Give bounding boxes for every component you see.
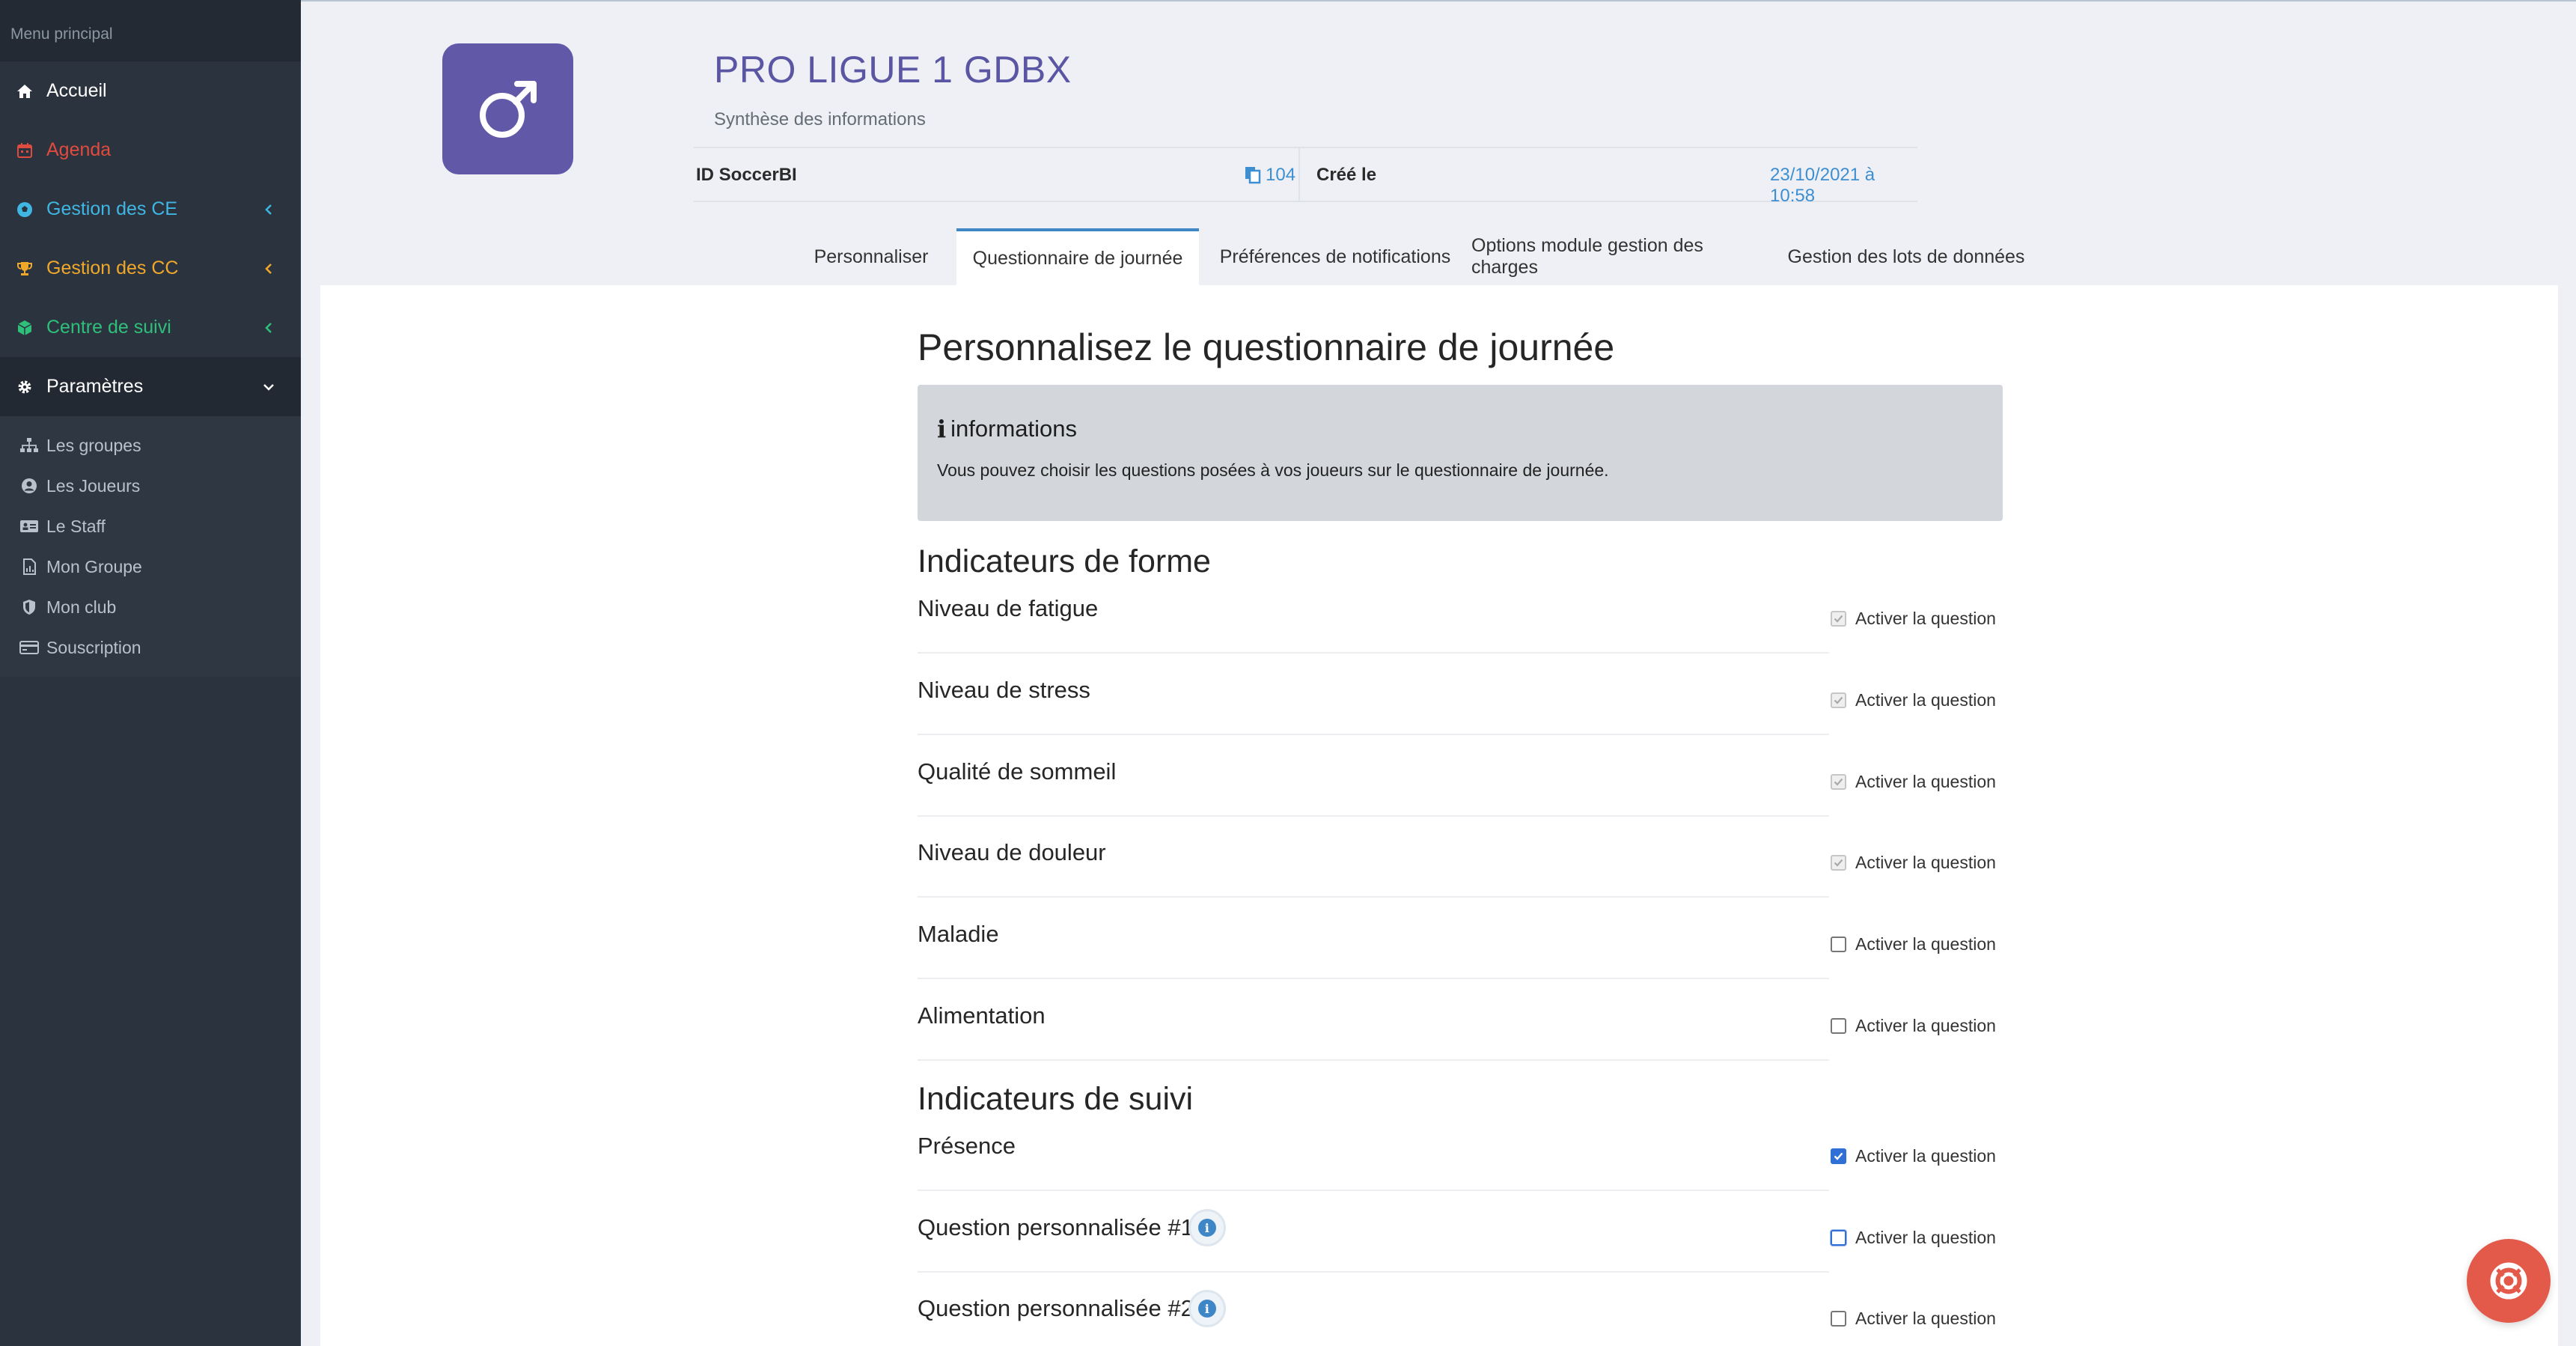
sidebar-item-label: Agenda [46, 139, 112, 160]
question-label: Alimentation [918, 1002, 1046, 1029]
info-alert [918, 385, 2003, 521]
chevron-left-icon [262, 203, 275, 216]
support-button[interactable] [2467, 1239, 2551, 1323]
activate-question-checkbox[interactable] [1831, 1146, 1996, 1166]
info-icon: i [937, 415, 947, 443]
alert-text: Vous pouvez choisir les questions posées à vos joueurs sur le questionnaire de journée. [937, 460, 1609, 480]
tab-options-gestion-charges[interactable]: Options module gestion des charges [1471, 235, 1703, 278]
sidebar-subitem-mon-groupe[interactable] [0, 546, 301, 587]
sidebar-item-label: Centre de suivi [46, 317, 171, 338]
tab-panel [320, 285, 2558, 1346]
lifebuoy-icon [2489, 1261, 2528, 1300]
tab-questionnaire-de-journee[interactable]: Questionnaire de journée [956, 228, 1199, 285]
sidebar-subitem-label: Les groupes [46, 435, 141, 455]
soccer-ball-icon [15, 200, 34, 219]
sidebar-subitem-label: Le Staff [46, 516, 106, 536]
id-card-icon [18, 517, 40, 536]
chevron-left-icon [262, 321, 275, 335]
question-label-wrap [918, 1295, 1216, 1322]
sidebar-subitem-souscription[interactable] [0, 627, 301, 668]
sidebar-subitem-label: Mon Groupe [46, 556, 142, 576]
question-label: Qualité de sommeil [918, 758, 1117, 785]
id-soccerbi-value[interactable] [1245, 165, 1295, 186]
sidebar-subitem-groupes[interactable] [0, 425, 301, 466]
sidebar-subitem-label: Les Joueurs [46, 475, 141, 496]
checkbox-checked-disabled [1831, 774, 1846, 790]
top-border [301, 0, 2576, 1]
sidebar-subitem-label: Souscription [46, 637, 141, 657]
sidebar-item-agenda[interactable] [0, 121, 301, 180]
sidebar-subitem-label: Mon club [46, 597, 117, 617]
sidebar-item-centre-suivi[interactable] [0, 298, 301, 357]
menu-header: Menu principal [0, 0, 301, 61]
activate-question-checkbox[interactable] [1831, 772, 1996, 792]
activate-question-checkbox[interactable] [1831, 853, 1996, 873]
home-icon [15, 82, 34, 101]
info-icon[interactable]: i [1198, 1300, 1216, 1318]
chart-file-icon [18, 557, 40, 576]
sidebar-item-accueil[interactable] [0, 61, 301, 121]
question-label-wrap [918, 1214, 1216, 1241]
activate-question-checkbox[interactable] [1831, 1016, 1996, 1036]
checkbox-checked [1831, 1148, 1846, 1164]
trophy-icon [15, 259, 34, 278]
activate-question-checkbox[interactable] [1831, 1309, 1996, 1329]
club-logo [442, 43, 573, 174]
chevron-down-icon [262, 380, 275, 394]
sidebar-subitem-joueurs[interactable] [0, 466, 301, 506]
male-symbol-icon [472, 73, 544, 145]
copy-icon [1245, 166, 1261, 184]
question-row [918, 921, 2003, 996]
checkbox-unchecked [1831, 1311, 1846, 1327]
page-title: PRO LIGUE 1 GDBX [714, 49, 1072, 91]
activate-question-checkbox[interactable] [1831, 609, 1996, 629]
gear-icon [15, 377, 34, 397]
checkbox-unchecked [1831, 1018, 1846, 1034]
activate-question-checkbox[interactable] [1831, 934, 1996, 954]
checkbox-label: Activer la question [1855, 1228, 1996, 1247]
created-value: 23/10/2021 à 10:58 [1770, 165, 1875, 206]
activate-question-checkbox[interactable] [1831, 690, 1996, 710]
checkbox-label: Activer la question [1855, 609, 1996, 628]
row-divider [918, 815, 1829, 817]
checkbox-label: Activer la question [1855, 1016, 1996, 1035]
parametres-submenu [0, 416, 301, 677]
question-row [918, 758, 2003, 833]
activate-question-checkbox[interactable] [1831, 1228, 1996, 1248]
sidebar-item-gestion-ce[interactable] [0, 180, 301, 239]
sidebar [0, 0, 301, 1346]
tab-preferences-notifications[interactable]: Préférences de notifications [1219, 246, 1451, 267]
question-row [918, 839, 2003, 914]
row-divider [918, 896, 1829, 898]
sidebar-item-label: Gestion des CC [46, 258, 179, 278]
sidebar-subitem-staff[interactable] [0, 506, 301, 546]
checkbox-checked-disabled [1831, 692, 1846, 708]
tab-gestion-lots-donnees[interactable]: Gestion des lots de données [1787, 246, 2025, 267]
question-label: Question personnalisée #1 [918, 1214, 1194, 1240]
question-label: Maladie [918, 921, 999, 947]
checkbox-label: Activer la question [1855, 934, 1996, 954]
info-icon[interactable]: i [1198, 1219, 1216, 1237]
question-label: Niveau de stress [918, 677, 1090, 703]
page-subtitle: Synthèse des informations [714, 109, 926, 130]
question-label: Niveau de douleur [918, 839, 1106, 865]
question-row [918, 677, 2003, 752]
tab-personnaliser[interactable]: Personnaliser [814, 246, 929, 267]
checkbox-checked-disabled [1831, 611, 1846, 627]
id-soccerbi-label: ID SoccerBI [696, 165, 797, 185]
user-circle-icon [18, 476, 40, 496]
checkbox-label: Activer la question [1855, 853, 1996, 872]
sidebar-item-label: Accueil [46, 80, 107, 101]
sitemap-icon [18, 436, 40, 455]
calendar-icon [15, 141, 34, 160]
row-divider [918, 1059, 1829, 1061]
sidebar-item-parametres[interactable] [0, 357, 301, 416]
section-title: Personnalisez le questionnaire de journée [918, 326, 1615, 368]
row-divider [918, 734, 1829, 735]
section-indicateurs-forme: Indicateurs de forme [918, 543, 1211, 579]
row-divider [918, 1271, 1829, 1273]
question-label: Présence [918, 1133, 1016, 1159]
main-area [301, 0, 2576, 1346]
question-row [918, 595, 2003, 670]
question-row [918, 1214, 2003, 1289]
checkbox-checked-disabled [1831, 855, 1846, 871]
row-divider [918, 1190, 1829, 1191]
question-row [918, 1295, 2003, 1346]
section-indicateurs-suivi: Indicateurs de suivi [918, 1081, 1194, 1117]
sidebar-item-label: Paramètres [46, 376, 144, 397]
checkbox-label: Activer la question [1855, 1309, 1996, 1328]
chevron-left-icon [262, 262, 275, 275]
sidebar-subitem-mon-club[interactable] [0, 587, 301, 627]
question-label: Niveau de fatigue [918, 595, 1099, 621]
row-divider [918, 978, 1829, 979]
checkbox-label: Activer la question [1855, 1146, 1996, 1166]
shield-icon [18, 597, 40, 617]
id-soccerbi-text: 104 [1266, 165, 1296, 185]
checkbox-unchecked-focused [1831, 1230, 1846, 1246]
credit-card-icon [18, 638, 40, 657]
checkbox-label: Activer la question [1855, 690, 1996, 710]
sidebar-item-label: Gestion des CE [46, 198, 178, 219]
checkbox-unchecked [1831, 937, 1846, 952]
sidebar-item-gestion-cc[interactable] [0, 239, 301, 298]
info-summary-row [694, 147, 1917, 206]
created-label: Créé le [1316, 165, 1377, 185]
question-row [918, 1002, 2003, 1077]
checkbox-label: Activer la question [1855, 772, 1996, 791]
question-label: Question personnalisée #2 [918, 1295, 1194, 1321]
info-divider [1298, 148, 1300, 201]
row-divider [918, 652, 1829, 654]
settings-tabs [786, 228, 2045, 285]
alert-title: informations [950, 415, 1078, 442]
cube-icon [15, 318, 34, 338]
question-row [918, 1133, 2003, 1208]
alert-heading [937, 415, 1077, 443]
